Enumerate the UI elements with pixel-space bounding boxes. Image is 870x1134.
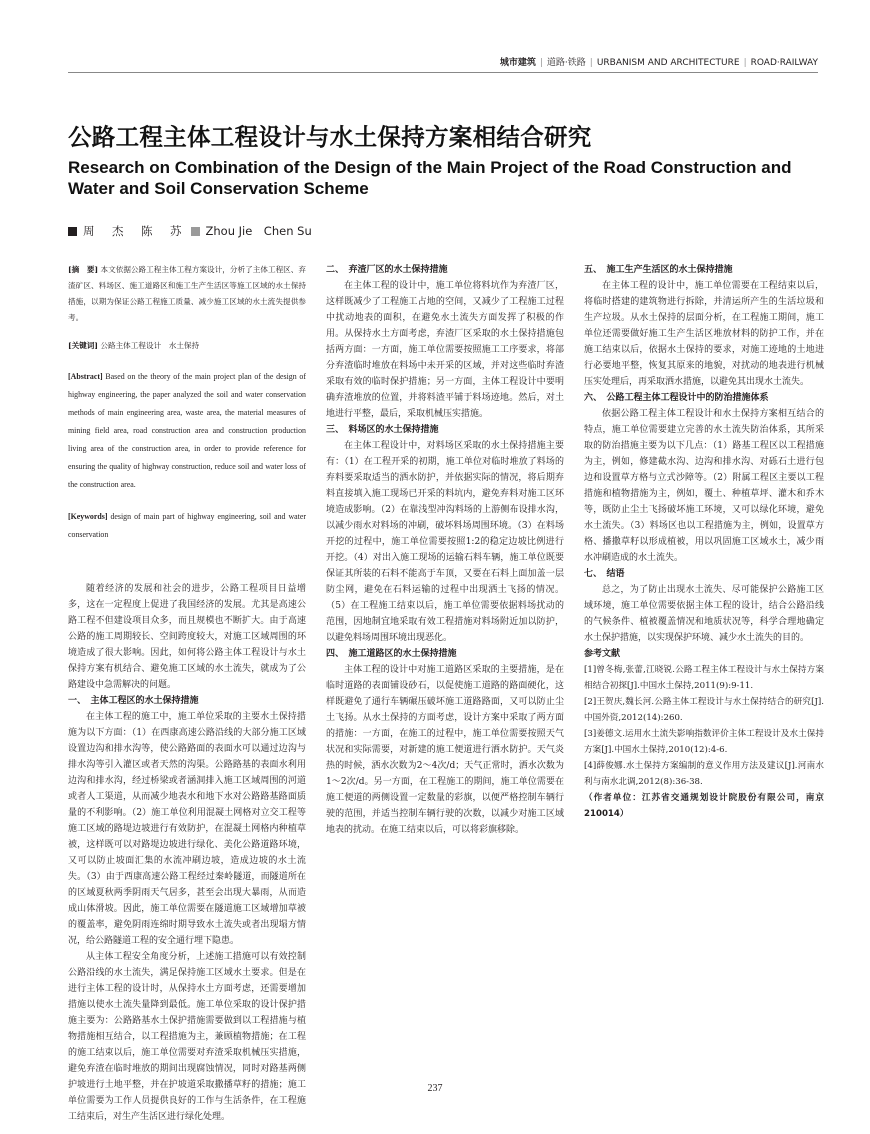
section-6-paragraph: 依据公路工程主体工程设计和水土保持方案相互结合的特点，施工单位需要建立完善的水土流失防治体系，其所采取的防治措施主要为以下几点：（1）路基工程区以工程措施为主，例如，修建截水沟、边沟和排水沟、对砾石土进行包边和设置草方格与立式沙障等。（2）附属工程区主要以工程措施和植物措施为主，例如，覆土、种植草坪、灌木和乔木等，既防止尘土飞扬破坏施工环境，又可以绿化环境，避免水土流失。（3）料场区也以工程措施为主，例如，设置草方格、播撒草籽以形成植被，用以巩固施工区域水土，减少雨水冲刷造成的水土流失。 — [584, 409, 824, 563]
authors-en: Zhou Jie Chen Su — [205, 224, 312, 238]
reference-item: [1]曾冬梅,张蕾,江晓锐.公路工程主体工程设计与水土保持方案相结合初探[J].中国水土保持,2011(9):9-11. — [584, 665, 824, 691]
keywords-en-text: design of main part of highway engineering, soil and water conservation — [68, 512, 306, 539]
abstract-cn — [68, 262, 306, 326]
header-rule — [68, 72, 818, 73]
column-2 — [326, 262, 564, 1070]
header-sub-cn: 道路·铁路 — [546, 58, 586, 68]
section-5-heading: 五、 施工生产生活区的水土保持措施 — [584, 265, 733, 275]
section-3-heading: 三、 料场区的水土保持措施 — [326, 425, 439, 435]
section-4-heading: 四、 施工道路区的水土保持措施 — [326, 649, 457, 659]
section-5-paragraph: 在主体工程的设计中，施工单位需要在工程结束以后，将临时搭建的建筑物进行拆除，并清运所产生的生活垃圾和生产垃圾。从水土保持的层面分析，在工程施工期间，施工单位还需要做好施工生产生活区堆放材料的防护工作，并在施工结束以后，依据水土保持的要求，对施工迹地的土地进行必要地平整，恢复其原来的地貌，对扰动的地表进行机械压实处理后，再采取洒水措施，以避免其出现水土流失。 — [584, 281, 824, 387]
title-en: Research on Combination of the Design of the Main Project of the Road Construction and Water and Soil Conservation Scheme — [68, 158, 792, 198]
square-bullet-icon — [68, 227, 77, 236]
abstract-en-label: [Abstract] — [68, 372, 103, 381]
square-bullet-icon — [191, 227, 200, 236]
section-2-heading: 二、 弃渣厂区的水土保持措施 — [326, 265, 448, 275]
references-heading: 参考文献 — [584, 649, 621, 659]
keywords-en — [68, 508, 306, 544]
section-2-paragraph: 在主体工程的设计中，施工单位将料坑作为弃渣厂区，这样既减少了工程施工占地的空间，又减少了工程施工过程中扰动地表的面积，在避免水土流失方面发挥了积极的作用。从保持水土方面考虑，弃渣厂区采取的水土保持措施包括两方面：一方面，施工单位需要按照施工工序要求，将部分弃渣临时堆放在料场中未开采的区域，并对这些临时弃渣采取有效的临时保护措施；另一方面，主体工程设计中要明确弃渣堆放的位置，并将料渣平铺于料场迹地。然后，对土地进行平整，最后，采取机械压实措施。 — [326, 281, 564, 419]
author-affiliation: （作者单位：江苏省交通规划设计院股份有限公司，南京 210014） — [584, 793, 824, 819]
section-7-paragraph: 总之，为了防止出现水土流失、尽可能保护公路施工区域环境，施工单位需要依据主体工程的设计，结合公路沿线的气候条件、植被覆盖情况和地质状况等，科学合理地确定水土保护措施，以实现保护环境、减少水土流失的目的。 — [584, 585, 824, 643]
section-4-paragraph: 主体工程的设计中对施工道路区采取的主要措施，是在临时道路的表面铺设砂石，以促使施工道路的路面硬化，这样既避免了通行车辆碾压破坏施工道路路面，又可以防止尘土飞扬。从水土保持的方面考虑，设计方案中采取了两方面的措施：一方面，在施工的过程中，施工单位需要按照天气状况和实际需要，对新建的施工便道进行洒水防护。天气炎热的时候，洒水次数为2～4次/d；天气正常时，洒水次数为1～2次/d。另一方面，在工程施工的期间，施工单位需要在施工便道的两侧设置一定数量的彩旗，以便严格控制车辆行驶的范围，并适当控制车辆行驶的次数，以减少对施工区域地表的扰动。在施工结束以后，可以将彩旗移除。 — [326, 665, 564, 835]
abstract-cn-label: [摘 要] — [68, 265, 99, 274]
title-cn: 公路工程主体工程设计与水土保持方案相结合研究 — [68, 123, 592, 151]
references-list — [584, 662, 824, 822]
keywords-en-label: [Keywords] — [68, 512, 108, 521]
abstract-en — [68, 368, 306, 494]
reference-item: [4]薛俊娜.水土保持方案编制的意义作用方法及建议[J].河南水利与南水北调,2012(8):36-38. — [584, 761, 824, 787]
section-1-paragraph-1: 在主体工程的施工中，施工单位采取的主要水土保持措施为以下方面：（1）在西康高速公路沿线的大部分施工区域设置边沟和排水沟等，使公路路面的表面水可以通过边沟与排水沟等引入灌区或者天然的沟渠。公路路基的表面水利用边沟和排水沟，经过桥梁或者涵洞排入施工区域周围的河道或者人工渠道，从而减少地表水和地下水对公路路基路面质量的不利影响。（2）施工单位利用混凝土网格对立交工程等施工区域的路堤边坡进行有效防护，在混凝土网格内种植草被，这样既可以对路堤边坡进行绿化、美化公路道路环境，又可以防止坡面汇集的水流冲刷边坡，造成边坡的水土流失。（3）由于西康高速公路工程经过秦岭隧道，而隧道所在的区域夏秋两季阴雨天气居多，甚至会出现大暴雨，从而造成山体滑坡。因此，施工单位需要在隧道施工区域增加草被的覆盖率，避免阴雨连绵时期导致水土流失或者出现塌方情况，给公路隧道工程的安全通行埋下隐患。 — [68, 712, 306, 946]
body-column-2 — [326, 262, 564, 838]
intro-paragraph: 随着经济的发展和社会的进步，公路工程项目日益增多，这在一定程度上促进了我国经济的发展。尤其是高速公路工程不但建设项目众多，而且规模也不断扩大。由于高速公路的施工周期较长、空间跨度较大，对施工区域周围的环境造成了很大影响。因此，如何将公路主体工程设计与水土保持方案有机结合、避免施工区域的水土流失，就成为了公路建设中急需解决的问题。 — [68, 584, 306, 690]
abstract-cn-text: 本文依据公路工程主体工程方案设计，分析了主体工程区、弃渣矿区、料场区、施工道路区和施工生产生活区等施工区域的水土保持措施，以期为保证公路工程施工质量、减少施工区域的水土流失提供参考。 — [68, 265, 306, 322]
authors — [68, 223, 312, 239]
section-7-heading: 七、 结语 — [584, 569, 625, 579]
keywords-cn-text: 公路主体工程设计 水土保持 — [100, 341, 200, 350]
reference-item: [3]姜德文.运用水土流失影响指数评价主体工程设计及水土保持方案[J].中国水土保持,2010(12):4-6. — [584, 729, 824, 755]
section-1-heading: 一、 主体工程区的水土保持措施 — [68, 696, 199, 706]
header-section-cn: 城市建筑 — [499, 58, 536, 68]
body-column-1 — [68, 581, 306, 1125]
section-6-heading: 六、 公路工程主体工程设计中的防治措施体系 — [584, 393, 769, 403]
body-column-3 — [584, 262, 824, 822]
running-header: 城市建筑 | 道路·铁路 | URBANISM AND ARCHITECTURE | ROAD·RAILWAY — [499, 58, 818, 68]
keywords-cn — [68, 338, 306, 354]
keywords-cn-label: [关键词] — [68, 341, 98, 350]
section-1-paragraph-2: 从主体工程安全角度分析，上述施工措施可以有效控制公路沿线的水土流失，满足保持施工区域水土要求。但是在进行主体工程的设计时，从保持水土方面考虑，还需要增加措施以使水土流失量降到最低。施工单位采取的设计保护措施主要为：公路路基水土保护措施需要做到以工程措施与植物措施相互结合，以工程措施为主，兼顾植物措施；在工程的施工结束以后，施工单位需要对弃渣采取机械压实措施，避免弃渣在临时堆放的期间出现腐蚀情况，同时对路基两侧护坡进行土地平整，并在护坡道采取撒播草籽的措施；施工单位需要为工作人员提供良好的工作与生活条件，在工程施工结束后，对生产生活区进行绿化处理。 — [68, 952, 306, 1122]
header-section-en: URBANISM AND ARCHITECTURE — [596, 58, 740, 68]
column-3 — [584, 262, 824, 1070]
header-sub-en: ROAD·RAILWAY — [750, 58, 818, 68]
column-1 — [68, 262, 306, 1122]
page-number: 237 — [427, 1083, 443, 1094]
reference-item: [2]王贺庆,魏长河.公路主体工程设计与水土保持结合的研究[J].中国外资,2012(14):260. — [584, 697, 824, 723]
abstract-en-text: Based on the theory of the main project plan of the design of highway engineering, the paper analyzed the soil and water conservation methods of main engineering area, waste area, the material measures of mining field area, road construction area and construction production living area of the construction area, in order to provide reference for ensuring the quality of highway construction, reduce soil and water loss of the construction area. — [68, 372, 306, 489]
section-3-paragraph: 在主体工程设计中，对料场区采取的水土保持措施主要有：（1）在工程开采的初期，施工单位对临时堆放了料场的弃料要采取适当的洒水防护，并依据实际的情况，将后期弃料直接填入施工现场已开采的料坑内，避免弃料对施工区环境造成影响。（2）在靠浅型冲沟料场的上游侧布设排水沟，以减少雨水对料场的冲刷，破坏料场周围环境。（3）在料场开挖的过程中，施工单位需要按照1:2的稳定边坡比例进行开挖。（4）对出入施工现场的运输石料车辆，施工单位既要保证其所装的石料不能高于车顶，又要在石料上面加盖一层防尘网，避免在石料运输的过程中出现洒土飞扬的情况。（5）在工程施工结束以后，施工单位需要依据料场扰动的范围，因地制宜地采取有效工程措施对料场附近加以防护，以避免料场周围环境出现恶化。 — [326, 441, 564, 643]
authors-cn: 周 杰 陈 苏 — [83, 224, 185, 238]
